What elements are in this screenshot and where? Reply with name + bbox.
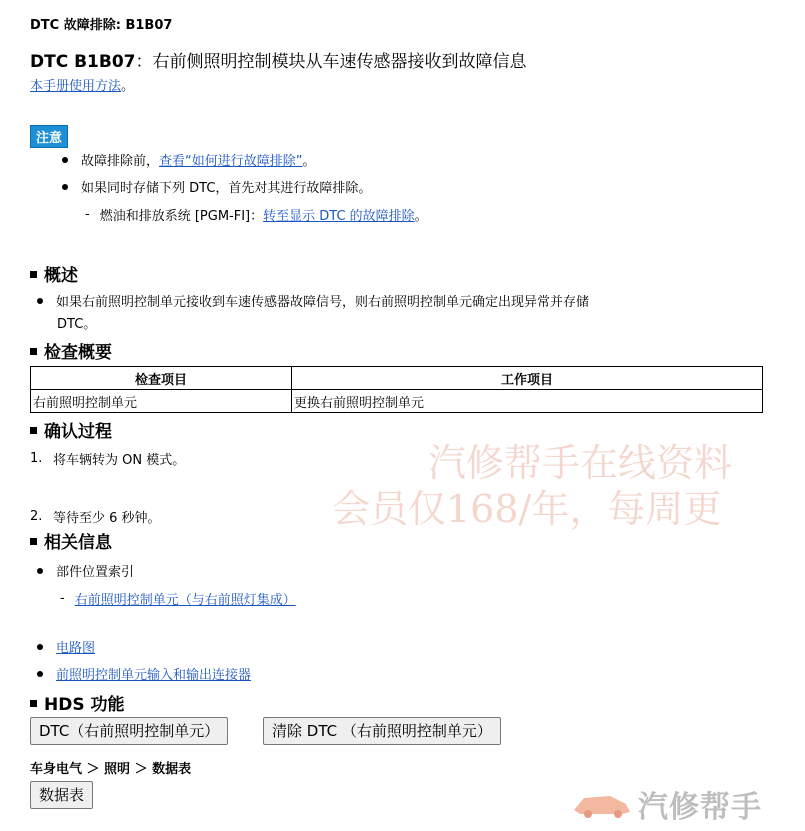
related-heading-text: 相关信息 [44, 533, 112, 553]
how-to-troubleshoot-link[interactable]: 查看“如何进行故障排除” [159, 154, 303, 169]
related-sub-item [60, 589, 296, 608]
square-bullet-icon [30, 700, 37, 707]
confirm-heading-text: 确认过程 [44, 422, 112, 442]
overview-heading [30, 261, 78, 286]
step-text: 将车辆转为 ON 模式。 [53, 453, 186, 468]
overview-heading-text: 概述 [44, 266, 78, 286]
step-text: 等待至少 6 秒钟。 [53, 511, 161, 526]
page-title: DTC 故障排除: B1B07 [30, 18, 173, 33]
dtc-read-button[interactable]: DTC（右前照明控制单元） [30, 717, 228, 745]
square-bullet-icon [30, 348, 37, 355]
go-to-dtc-troubleshoot-link[interactable]: 转至显示 DTC 的故障排除 [263, 209, 415, 224]
hds-heading [30, 690, 125, 715]
inspection-heading-text: 检查概要 [44, 343, 112, 363]
related-heading [30, 528, 112, 553]
table-row [31, 390, 763, 413]
notice-item-2 [62, 177, 371, 196]
square-bullet-icon [30, 427, 37, 434]
dtc-heading [30, 47, 527, 72]
dtc-clear-button[interactable]: 清除 DTC （右前照明控制单元） [263, 717, 501, 745]
related-item-3 [37, 664, 251, 683]
logo-car-icon [570, 786, 634, 820]
column-header: 检查项目 [31, 367, 292, 390]
notice-sub-suffix: 。 [414, 209, 428, 224]
manual-usage-link[interactable]: 本手册使用方法 [30, 79, 122, 94]
table-cell: 右前照明控制单元 [31, 390, 292, 413]
table-header-row [31, 367, 763, 390]
confirm-step-1 [30, 449, 185, 468]
overview-item [37, 291, 589, 310]
overview-line-2: DTC。 [57, 317, 97, 332]
bullet-icon [37, 644, 43, 650]
circuit-diagram-link[interactable]: 电路图 [56, 641, 96, 656]
right-headlight-control-unit-link[interactable]: 右前照明控制单元（与右前照灯集成） [74, 593, 296, 608]
notice-item-1-suffix: 。 [302, 154, 316, 169]
bullet-icon [37, 298, 43, 304]
dtc-description: ：右前侧照明控制模块从车速传感器接收到故障信息 [135, 52, 527, 72]
step-number: 1. [30, 451, 43, 466]
notice-sub-item [85, 205, 428, 224]
inspection-heading [30, 338, 112, 363]
dtc-code: DTC B1B07 [30, 52, 136, 72]
connector-io-link[interactable]: 前照明控制单元输入和输出连接器 [56, 668, 252, 683]
dash-icon: - [60, 591, 65, 606]
manual-link-suffix: 。 [121, 79, 135, 94]
hds-heading-text: HDS 功能 [44, 695, 125, 715]
breadcrumb: 车身电气 ＞ 照明 ＞ 数据表 [30, 762, 192, 777]
related-item-1 [37, 561, 134, 580]
watermark-line-1: 汽修帮手在线资料 [428, 441, 733, 485]
square-bullet-icon [30, 538, 37, 545]
step-number: 2. [30, 509, 43, 524]
bullet-icon [62, 157, 68, 163]
bullet-icon [62, 184, 68, 190]
related-item-1-text: 部件位置索引 [56, 565, 135, 580]
inspection-table [30, 366, 763, 413]
manual-link-line [30, 75, 134, 94]
column-header: 工作项目 [292, 367, 763, 390]
data-table-button[interactable]: 数据表 [30, 781, 93, 809]
notice-badge: 注意 [30, 125, 68, 148]
square-bullet-icon [30, 271, 37, 278]
related-item-2 [37, 637, 95, 656]
confirm-heading [30, 417, 112, 442]
logo-text: 汽修帮手 [638, 790, 762, 825]
watermark-line-2: 会员仅168/年，每周更 [332, 487, 722, 531]
notice-item-1-prefix: 故障排除前， [81, 154, 160, 169]
bullet-icon [37, 568, 43, 574]
dash-icon: - [85, 207, 90, 222]
confirm-step-2 [30, 507, 161, 526]
notice-sub-prefix: 燃油和排放系统 [PGM-FI]： [99, 209, 264, 224]
notice-item-2-text: 如果同时存储下列 DTC，首先对其进行故障排除。 [81, 181, 372, 196]
bullet-icon [37, 671, 43, 677]
table-cell: 更换右前照明控制单元 [292, 390, 763, 413]
overview-line-1: 如果右前照明控制单元接收到车速传感器故障信号，则右前照明控制单元确定出现异常并存储 [56, 295, 590, 310]
notice-item-1 [62, 150, 316, 169]
